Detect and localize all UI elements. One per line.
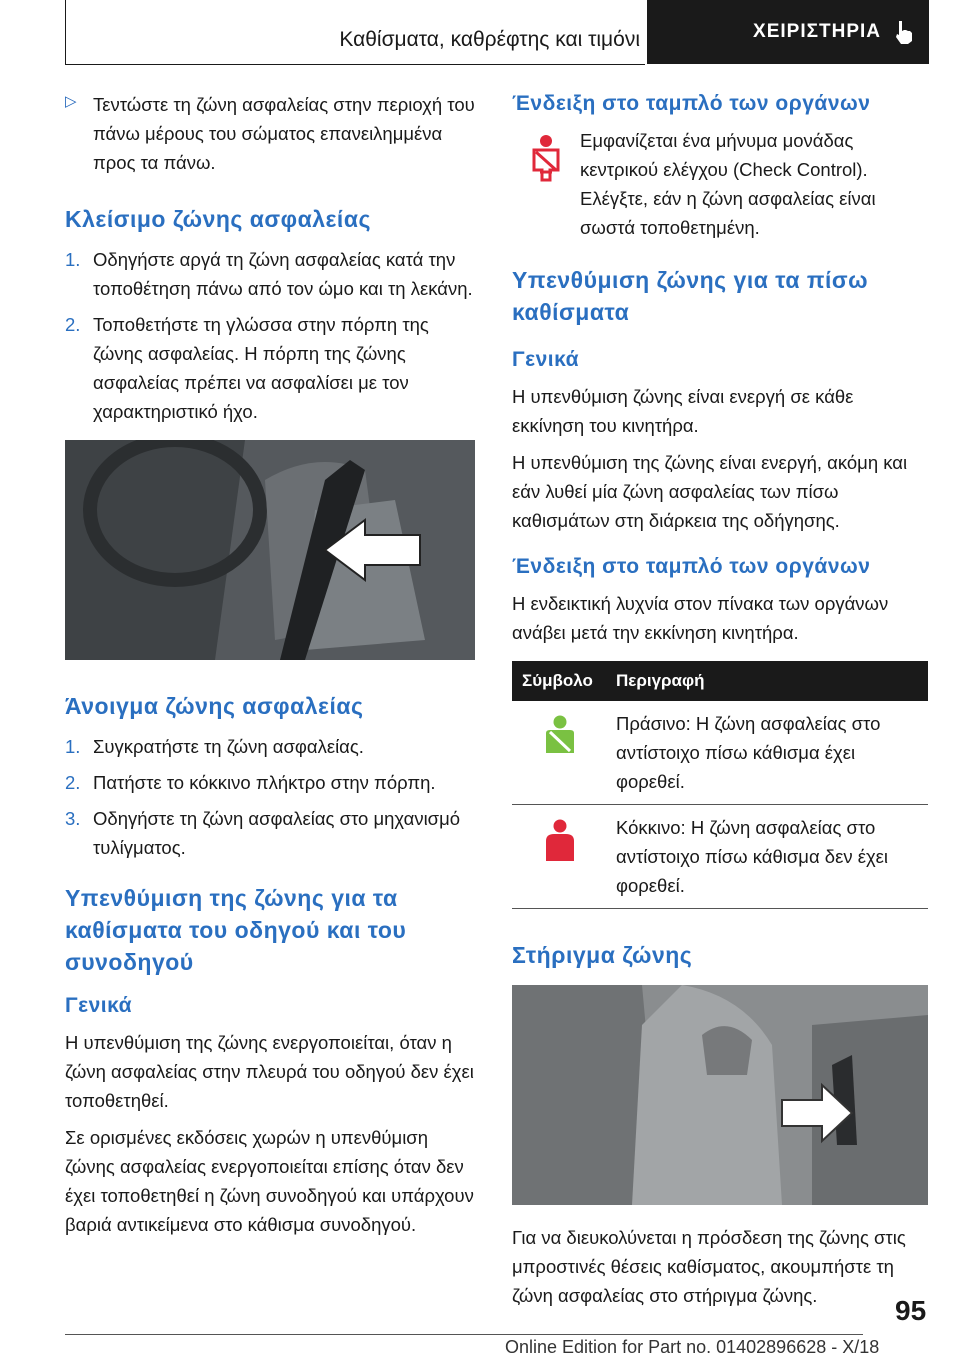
list-item: 1. Συγκρατήστε τη ζώνη ασφαλείας.	[65, 736, 364, 757]
symbol-table	[512, 661, 928, 909]
fasten-steps	[65, 245, 481, 426]
heading-display-2: Ένδειξη στο ταμπλό των οργάνων	[512, 555, 871, 578]
heading-front-reminder: Υπενθύμιση της ζώνης για τα καθίσματα του οδηγού και του συνοδηγού	[65, 885, 407, 975]
heading-fasten-belt: Κλείσιμο ζώνης ασφαλείας	[65, 206, 371, 232]
unfasten-steps	[65, 732, 481, 862]
seatbelt-green-icon	[542, 715, 578, 763]
subheading-general: Γενικά	[65, 994, 133, 1017]
list-item: 3. Οδηγήστε τη ζώνη ασφαλείας στο μηχανισμό τυλίγματος.	[65, 808, 461, 858]
seatbelt-red-icon	[542, 819, 578, 867]
table-row	[512, 701, 928, 805]
row-desc: Πράσινο: Η ζώνη ασφαλείας στο αντίστοιχο πίσω κάθισμα έχει φορεθεί.	[606, 701, 928, 805]
section-tab[interactable]	[647, 0, 929, 64]
right-column	[512, 90, 928, 1310]
belt-support-text: Για να διευκολύνεται η πρόσδεση της ζώνης στις μπροστινές θέσεις καθίσματος, ακουμπήστε τη ζώνη ασφαλείας στο στήριγμα ζώνης.	[512, 1227, 906, 1306]
rear-p1: Η υπενθύμιση ζώνης είναι ενεργή σε κάθε εκκίνηση του κινητήρα.	[512, 386, 854, 436]
chapter-title: Καθίσματα, καθρέφτης και τιμόνι	[339, 28, 640, 51]
seatbelt-fasten-photo	[65, 440, 475, 660]
hand-pointer-icon	[893, 19, 915, 45]
list-item: 2. Πατήστε το κόκκινο πλήκτρο στην πόρπη.	[65, 772, 436, 793]
header-rule	[65, 64, 645, 65]
heading-rear-reminder: Υπενθύμιση ζώνης για τα πίσω καθίσματα	[512, 267, 869, 325]
display-1-text: Εμφανίζεται ένα μήνυμα μονάδας κεντρικού ελέγχου (Check Control). Ελέγξτε, εάν η ζώνη ασφαλείας είναι σωστά τοποθετημένη.	[580, 130, 876, 238]
front-reminder-p2: Σε ορισμένες εκδόσεις χωρών η υπενθύμιση ζώνης ασφαλείας ενεργοποιείται επίσης όταν δεν έχει τοποθετηθεί η ζώνη συνοδηγού και υπάρχουν βαριά αντικείμενα στο κάθισμα συνοδηγού.	[65, 1127, 474, 1235]
front-reminder-p1: Η υπενθύμιση της ζώνης ενεργοποιείται, όταν η ζώνη ασφαλείας στην πλευρά του οδηγού δεν έχει τοποθετηθεί.	[65, 1032, 474, 1111]
list-item: 1. Οδηγήστε αργά τη ζώνη ασφαλείας κατά την τοποθέτηση πάνω από τον ώμο και τη λεκάνη.	[65, 249, 473, 299]
belt-support-photo	[512, 985, 928, 1205]
heading-display-1: Ένδειξη στο ταμπλό των οργάνων	[512, 92, 871, 115]
section-tab-label: ΧΕΙΡΙΣΤΗΡΙΑ	[753, 21, 881, 42]
edition-note: Online Edition for Part no. 01402896628 - X/18	[505, 1337, 880, 1357]
triangle-bullet-icon: ▷	[65, 93, 77, 110]
heading-belt-support: Στήριγμα ζώνης	[512, 942, 693, 968]
table-row	[512, 805, 928, 909]
left-column	[65, 90, 481, 1239]
col-description: Περιγραφή	[606, 661, 928, 701]
row-desc: Κόκκινο: Η ζώνη ασφαλείας στο αντίστοιχο πίσω κάθισμα δεν έχει φορεθεί.	[606, 805, 928, 909]
list-item: 2. Τοποθετήστε τη γλώσσα στην πόρπη της ζώνης ασφαλείας. Η πόρπη της ζώνης ασφαλείας πρέπει να ασφαλίσει με τον χαρακτηριστικό ήχο.	[65, 314, 429, 422]
heading-unfasten-belt: Άνοιγμα ζώνης ασφαλείας	[65, 693, 364, 719]
intro-step	[65, 90, 481, 177]
display-1-block	[512, 126, 928, 242]
seatbelt-warning-icon	[526, 134, 566, 182]
footer-rule	[65, 1334, 863, 1335]
page-number: 95	[895, 1295, 927, 1326]
header-divider	[65, 0, 66, 65]
display-2-text: Η ενδεικτική λυχνία στον πίνακα των οργάνων ανάβει μετά την εκκίνηση κινητήρα.	[512, 593, 889, 643]
col-symbol: Σύμβολο	[512, 661, 606, 701]
intro-text: Τεντώστε τη ζώνη ασφαλείας στην περιοχή του πάνω μέρους του σώματος επανειλημμένα προς τα πάνω.	[93, 94, 475, 173]
subheading-general: Γενικά	[512, 348, 580, 371]
rear-p2: Η υπενθύμιση της ζώνης είναι ενεργή, ακόμη και εάν λυθεί μία ζώνη ασφαλείας των πίσω καθισμάτων στη διάρκεια της οδήγησης.	[512, 452, 908, 531]
table-header-row	[512, 661, 928, 701]
